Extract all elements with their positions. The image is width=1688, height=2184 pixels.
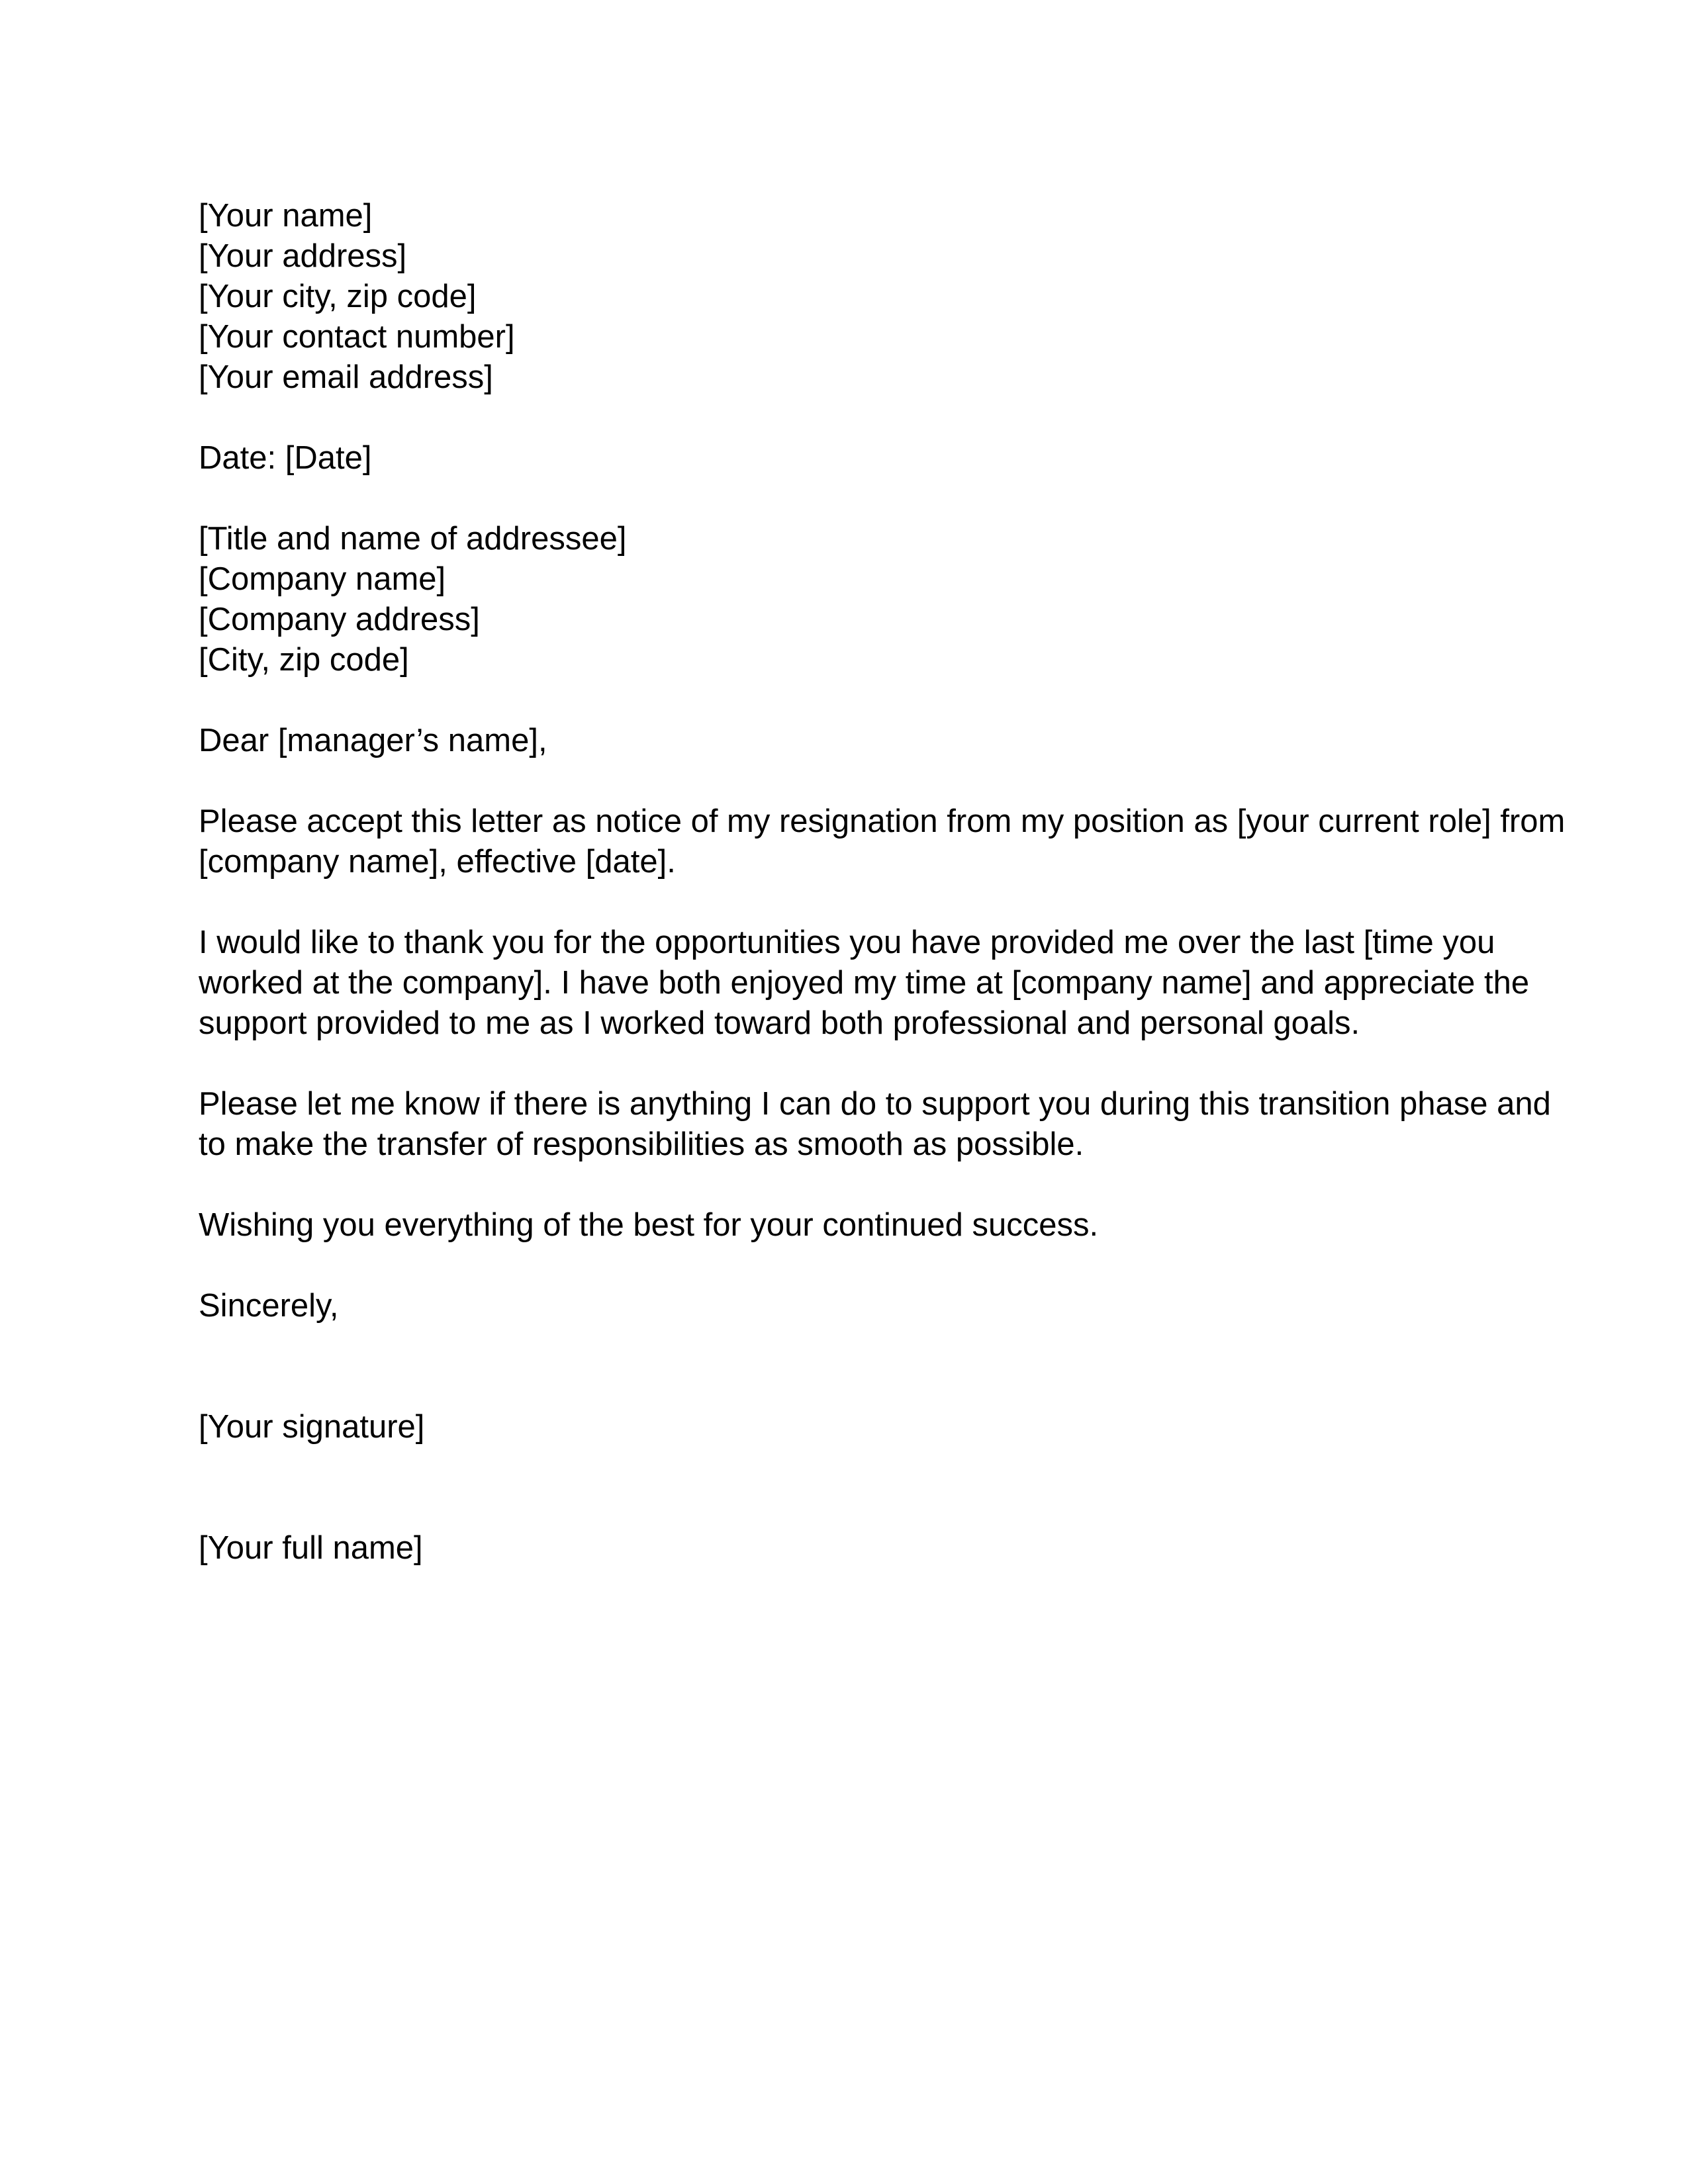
spacer	[199, 761, 1496, 801]
body-paragraph	[199, 1084, 1551, 1165]
spacer	[199, 398, 1496, 438]
paragraph-line: to make the transfer of responsibilities as smooth as possible.	[199, 1126, 1084, 1162]
sender-email: [Your email address]	[199, 359, 493, 395]
closing: Sincerely,	[199, 1288, 339, 1324]
paragraph-line: [company name], effective [date].	[199, 844, 676, 880]
spacer	[199, 1447, 1496, 1528]
recipient-company-address: [Company address]	[199, 602, 480, 637]
body-paragraph	[199, 801, 1566, 882]
date-line: Date: [Date]	[199, 440, 372, 476]
body-paragraph	[199, 923, 1530, 1044]
spacer	[199, 1165, 1496, 1205]
sender-address: [Your address]	[199, 238, 407, 274]
spacer	[199, 882, 1496, 923]
spacer	[199, 1326, 1496, 1407]
sender-block	[199, 196, 1496, 398]
signature-placeholder: [Your signature]	[199, 1409, 425, 1445]
paragraph-line: Please let me know if there is anything I can do to support you during this transition phase and	[199, 1086, 1551, 1122]
paragraph-line: Please accept this letter as notice of my resignation from my position as [your current role] from	[199, 803, 1566, 839]
recipient-block	[199, 519, 1496, 680]
body-paragraph	[199, 1205, 1496, 1246]
full-name: [Your full name]	[199, 1530, 423, 1566]
recipient-title-name: [Title and name of addressee]	[199, 521, 627, 557]
recipient-city-zip: [City, zip code]	[199, 642, 409, 678]
spacer	[199, 680, 1496, 721]
spacer	[199, 1044, 1496, 1084]
spacer	[199, 478, 1496, 519]
paragraph-line: I would like to thank you for the opportunities you have provided me over the last [time you	[199, 925, 1495, 960]
paragraph-line: worked at the company]. I have both enjoyed my time at [company name] and appreciate the	[199, 965, 1530, 1001]
spacer	[199, 1246, 1496, 1286]
sender-city-zip: [Your city, zip code]	[199, 279, 477, 314]
resignation-letter	[199, 196, 1566, 1569]
recipient-company: [Company name]	[199, 561, 446, 597]
paragraph-line: support provided to me as I worked toward both professional and personal goals.	[199, 1005, 1360, 1041]
sender-contact-number: [Your contact number]	[199, 319, 515, 355]
salutation: Dear [manager’s name],	[199, 723, 547, 758]
sender-name: [Your name]	[199, 198, 373, 234]
paragraph-line: Wishing you everything of the best for your continued success.	[199, 1207, 1099, 1243]
